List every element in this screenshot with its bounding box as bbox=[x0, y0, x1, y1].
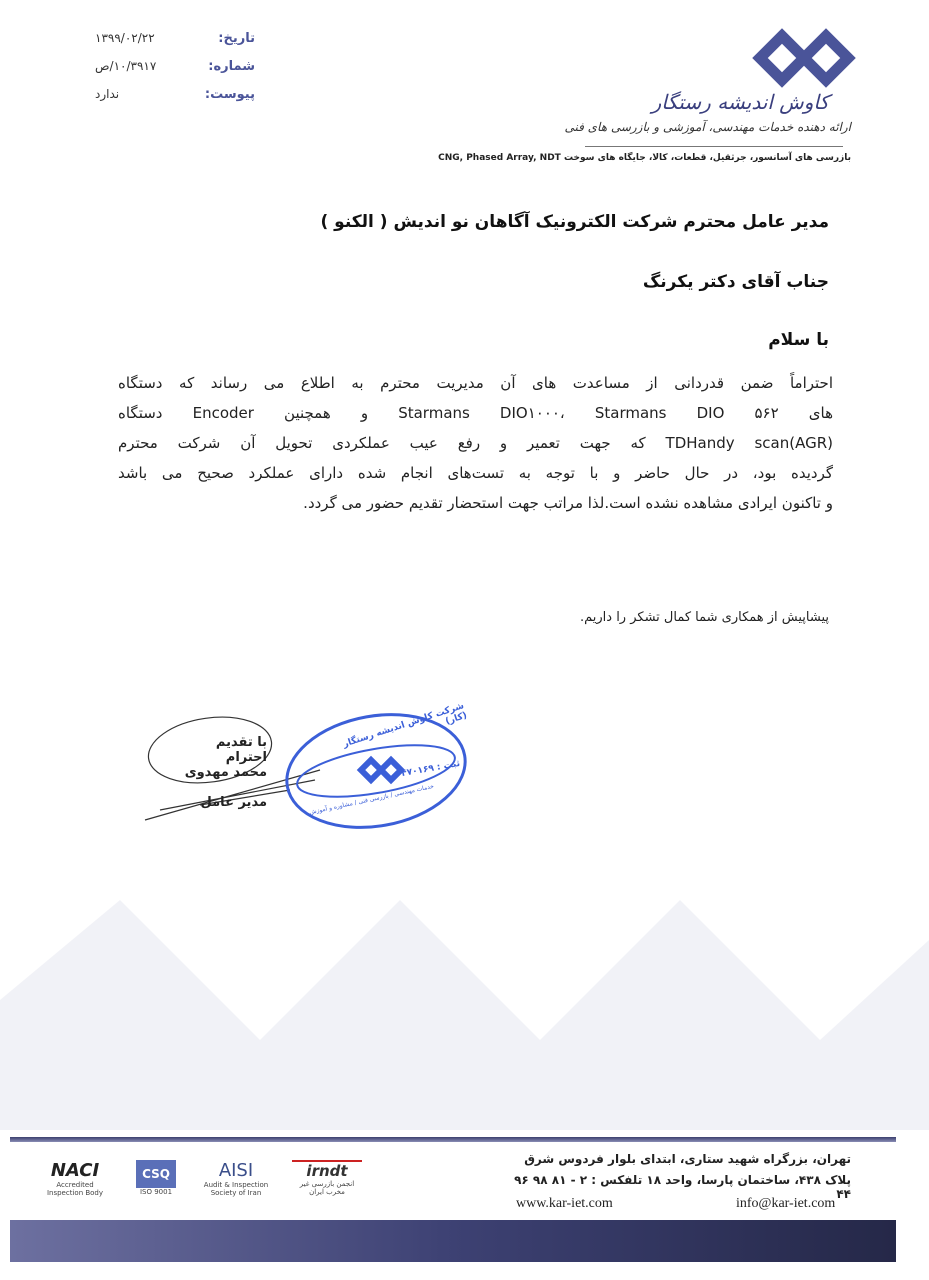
number-value: ۱۰/۳۹۱۷/ص bbox=[95, 59, 157, 73]
stamp-services: خدمات مهندسی / بازرسی فنی / مشاوره و آموزش bbox=[308, 782, 435, 817]
company-tagline: ارائه دهنده خدمات مهندسی، آموزشی و بازرسی های فنی bbox=[564, 120, 851, 134]
aisi-logo: AISI Audit & Inspection Society of Iran bbox=[203, 1160, 269, 1197]
signature-block bbox=[175, 735, 267, 825]
irndt-logo: irndt انجمن بازرسی غیر مخرب ایران bbox=[292, 1160, 362, 1196]
body-line: احتراماً ضمن قدردانی از مساعدت های آن مدیریت محترم به اطلاع می رساند که دستگاه bbox=[118, 374, 833, 392]
address-line-1: تهران، بزرگراه شهید ستاری، ابتدای بلوار فردوس شرق bbox=[524, 1152, 851, 1166]
background-watermark bbox=[0, 880, 929, 1130]
header-divider bbox=[585, 146, 843, 147]
company-stamp bbox=[283, 701, 469, 830]
letter-body bbox=[118, 368, 833, 518]
salutation-name: جناب آقای دکتر یکرنگ bbox=[642, 272, 829, 292]
greeting: با سلام bbox=[768, 330, 829, 350]
recipient: مدیر عامل محترم شرکت الکترونیک آگاهان نو اندیش ( الکنو ) bbox=[320, 212, 829, 232]
body-line: TDHandy scan(AGR) که جهت تعمیر و رفع عیب عملکردی تحویل آن شرکت محترم bbox=[118, 434, 833, 452]
attachment-value: ندارد bbox=[95, 87, 120, 101]
stamp-registration: ثبت : ۴۷۰۱۶۹ bbox=[400, 758, 461, 780]
signature-regards: با تقدیم احترام bbox=[215, 735, 267, 765]
signatory-title: مدیر عامل bbox=[200, 795, 267, 810]
date-label: تاریخ: bbox=[218, 30, 255, 46]
company-name: کاوش اندیشه رستگار bbox=[651, 90, 829, 114]
number-label: شماره: bbox=[208, 58, 255, 74]
services-list: بازرسی های آسانسور، جرثقیل، قطعات، کالا، جایگاه های سوخت CNG, Phased Array, NDT bbox=[438, 153, 851, 163]
body-line: های Starmans DIO۱۰۰۰، Starmans DIO ۵۶۲ و همچنین Encoder دستگاه bbox=[118, 404, 833, 422]
csq-logo: CSQ ISO 9001 bbox=[136, 1160, 176, 1196]
company-logo-icon bbox=[752, 28, 856, 88]
attachment-label: پیوست: bbox=[204, 86, 255, 102]
date-value: ۱۳۹۹/۰۲/۲۲ bbox=[95, 31, 155, 45]
closing-text: پیشاپیش از همکاری شما کمال تشکر را داریم. bbox=[579, 610, 829, 625]
email-link[interactable]: info@kar-iet.com bbox=[736, 1196, 836, 1211]
company-address bbox=[511, 1152, 851, 1201]
letter-meta bbox=[95, 24, 255, 108]
footer-divider bbox=[10, 1137, 896, 1142]
naci-logo: NACI Accredited Inspection Body bbox=[46, 1160, 104, 1197]
body-line: گردیده بود، در حال حاضر و با توجه به تست‌های انجام شده دارای عملکرد صحیح می باشد bbox=[118, 464, 833, 482]
stamp-company: شرکت کاوش اندیشه رستگار (کار) bbox=[341, 701, 469, 750]
address-line-2: پلاک ۴۳۸، ساختمان پارسا، واحد ۱۸ تلفکس : ۲ - ۸۱ ۹۸ ۹۶ ۴۴ bbox=[514, 1173, 851, 1201]
footer-band bbox=[10, 1220, 896, 1262]
body-line: و تاکنون ایرادی مشاهده نشده است.لذا مراتب جهت استحضار تقدیم حضور می گردد. bbox=[303, 494, 833, 512]
website-link[interactable]: www.kar-iet.com bbox=[516, 1196, 613, 1211]
signatory-name: محمد مهدوی bbox=[184, 765, 267, 780]
